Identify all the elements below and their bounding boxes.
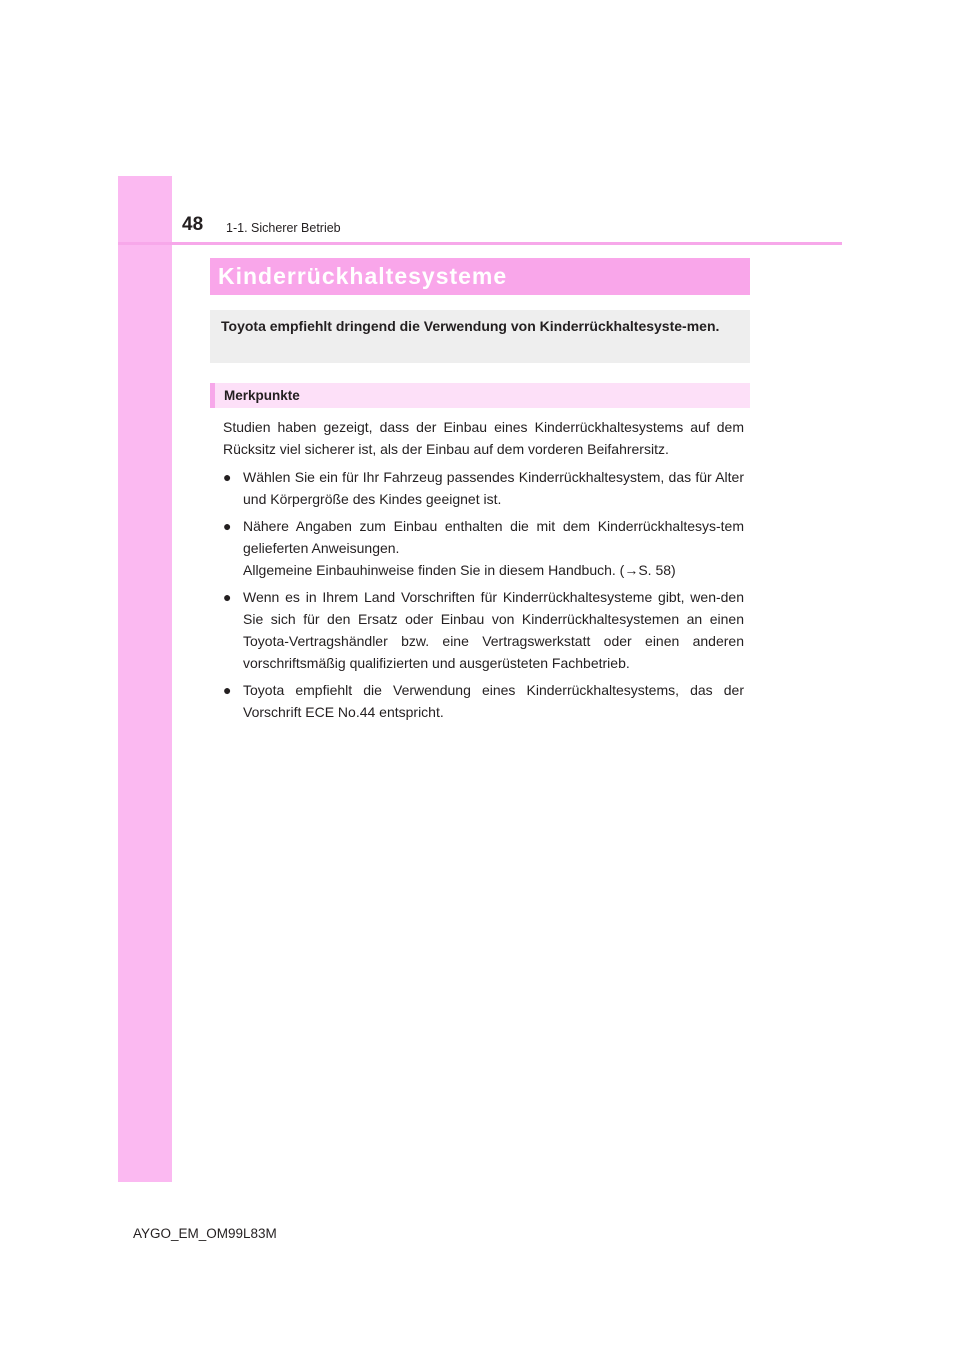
page-title-band (210, 258, 750, 295)
list-item (223, 586, 744, 674)
bullet-text: Wählen Sie ein für Ihr Fahrzeug passendes Kinderrückhaltesystem, das für Alter und Körpergröße des Kindes geeignet ist. (243, 469, 744, 507)
bullet-icon: ● (223, 589, 232, 605)
section-label: 1-1. Sicherer Betrieb (226, 221, 341, 235)
merkpunkte-body (223, 416, 744, 728)
merkpunkte-paragraph: Studien haben gezeigt, dass der Einbau eines Kinderrückhaltesystems auf dem Rücksitz viel sicherer ist, als der Einbau auf dem vorderen Beifahrersitz. (223, 419, 744, 457)
bullet-text: Toyota empfiehlt die Verwendung eines Kinderrückhaltesystems, das der Vorschrift ECE No.44 entspricht. (243, 682, 744, 720)
merkpunkte-header (210, 383, 750, 408)
merkpunkte-accent (210, 383, 215, 408)
bullet-icon: ● (223, 682, 232, 698)
page-title: Kinderrückhaltesysteme (218, 263, 508, 289)
list-item (223, 515, 744, 581)
bullet-icon: ● (223, 518, 232, 534)
list-item (223, 466, 744, 510)
chapter-side-tab (118, 176, 172, 1182)
bullet-icon: ● (223, 469, 232, 485)
intro-text: Toyota empfiehlt dringend die Verwendung von Kinderrückhaltesyste-men. (221, 318, 720, 334)
page-number: 48 (182, 214, 204, 235)
merkpunkte-heading: Merkpunkte (224, 388, 300, 403)
bullet-text: Nähere Angaben zum Einbau enthalten die mit dem Kinderrückhaltesys-tem gelieferten Anweisungen. (243, 518, 744, 556)
bullet-reference-text: Allgemeine Einbauhinweise finden Sie in diesem Handbuch. (→S. 58) (243, 562, 676, 578)
header-rule (118, 242, 842, 245)
bullet-text: Wenn es in Ihrem Land Vorschriften für Kinderrückhaltesysteme gibt, wen-den Sie sich für den Ersatz oder Einbau von Kinderrückhaltesystemen an einen Toyota-Vertragshändler bzw. eine Vertragswerkstatt oder einen anderen vorschriftsmäßig qualifizierten und ausgerüsteten Fachbetrieb. (243, 589, 744, 671)
intro-box (210, 310, 750, 363)
document-code: AYGO_EM_OM99L83M (133, 1226, 277, 1241)
list-item (223, 679, 744, 723)
